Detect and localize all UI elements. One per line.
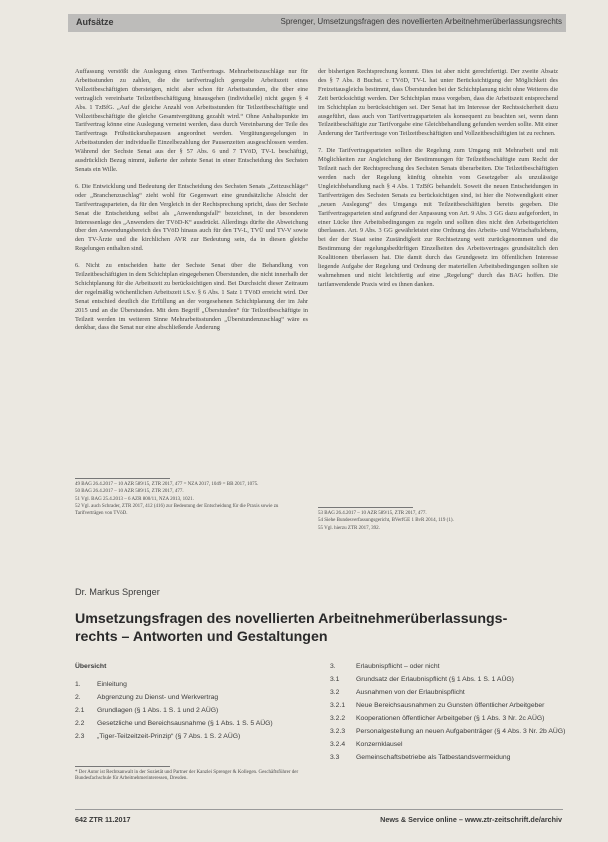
toc-item (330, 727, 570, 736)
service-link[interactable]: News & Service online – www.ztr-zeitschrift.de/archiv (380, 815, 562, 824)
toc-text: „Tiger-Teilzeitzeit-Prinzip“ (§ 7 Abs. 1 S. 2 AÜG) (97, 733, 241, 740)
toc-text: Gesetzliche und Bereichsausnahme (§ 1 Abs. 1 S. 5 AÜG) (97, 720, 273, 727)
body-paragraph: 6. Die Entwicklung und Bedeutung der Entscheidung des Sechsten Senats „Zeitzuschläge“ oder „Branchenzuschlag“ zieht wohl für Gegenwart eine grundsätzliche Absicht der Tarifvertragsparteien, da für den Vergleich in der Rechtsprechung spricht, dass der Sechste Senat die Entscheidung selbst als „Anwendungsfall“ bezeichnet, in der besonderen Interessenlage des „Anwenders der TVöD-K“ ausdrückt. Allerdings dürfte die Abweichung über den Anwendungsbereich des TVöD hinaus auch für den TV-L, TVÜ und TV-V sowie den TV-Ärzte und die kirchlichen AVR zur Bedeutung sein, da in diesen gleiche Regelungen enthalten sind. (75, 182, 308, 253)
footnote-rule (318, 507, 413, 508)
toc-item (330, 714, 570, 723)
toc-item (75, 719, 315, 728)
toc-text: Grundsatz der Erlaubnispflicht (§ 1 Abs. 1 S. 1 AÜG) (356, 676, 514, 683)
toc-item (330, 675, 570, 684)
toc-item (75, 732, 315, 741)
toc-number: 2. (75, 694, 81, 701)
toc-text: Personalgestellung an neuen Aufgabenträger (§ 4 Abs. 3 Nr. 2b AÜG) (356, 728, 566, 735)
toc-number: 3.2.2 (330, 715, 346, 722)
body-paragraph: 6. Nicht zu entscheiden hatte der Sechste Senat über die Behandlung von Teilzeitbeschäftigten in dem Schichtplan eingegebenen Überstunden, die nicht innerhalb der Schichtplanung für die Arbeitszeit zu berücksichtigen sind. Bei Durchsicht dieser Zeitraum der regelmäßig wöchentlichen Arbeitszeit i.S.v. § 6 Abs. 1 Satz 1 TVöD erreicht wird. Der Senat entschied deutlich die Erfüllung an der vorgesehenen Schichtplanung der im Jahr 2015 und an die Überstunden. Mit dem Begriff „Überstunden“ für Teilzeitbeschäftigte in Teilzeit werden im weiteren Sinne Mehrarbeitsstunden „Überstundenzuschlag“ wäre es denkbar, dass die Senat nur eine abschließende Änderung (75, 262, 308, 332)
toc-number: 2.2 (75, 720, 85, 727)
toc-number: 3. (330, 663, 336, 670)
toc-number: 3.2.3 (330, 728, 346, 735)
page-number-issue: 642 ZTR 11.2017 (75, 815, 131, 824)
right-column (318, 68, 558, 298)
footnote-rule (75, 478, 170, 479)
author-footnote: * Der Autor ist Rechtsanwalt in der Sozietät und Partner der Kanzlei Sprenger & Kollegen. Geschäftsführer der Bundesfachschule für Arbeitnehmerinteressen, Dresden. (75, 770, 299, 782)
toc-number: 2.3 (75, 733, 85, 740)
toc-heading: Übersicht (75, 663, 107, 670)
article-title-line: Umsetzungsfragen des novellierten Arbeitnehmerüberlassungs- (75, 611, 508, 627)
rubric-label: Aufsätze (76, 17, 114, 27)
toc-text: Neue Bereichsausnahmen zu Gunsten öffentlicher Arbeitgeber (356, 702, 545, 709)
left-column (75, 68, 308, 341)
toc-item (330, 662, 570, 671)
article-title (75, 610, 555, 646)
toc-left (75, 662, 315, 745)
toc-text: Einleitung (97, 681, 127, 688)
footer-rule (75, 809, 563, 810)
toc-number: 3.2.1 (330, 702, 346, 709)
footnote: 51 Vgl. BAG 25.4.2013 – 6 AZR 800/11, NZA 2013, 1021. (75, 496, 194, 502)
toc-right (330, 662, 570, 766)
left-footnotes (75, 482, 308, 518)
toc-item (75, 680, 315, 689)
toc-text: Grundlagen (§ 1 Abs. 1 S. 1 und 2 AÜG) (97, 707, 219, 714)
footnote: 55 Vgl. hierzu ZTR 2017, 392. (318, 525, 380, 531)
running-title: Sprenger, Umsetzungsfragen des novellierten Arbeitnehmerüberlassungsrechts (280, 17, 562, 26)
toc-number: 3.2 (330, 689, 340, 696)
body-paragraph: Auffassung verstößt die Auslegung eines Tarifvertrags. Mehrarbeitszuschläge nur für Arbeitsstunden zu zahlen, die die tarifvertraglich geregelte Arbeitszeit eines Vollzeitbeschäftigten übersteigen, nicht aber schon für Arbeitsstunden, die über eine vertraglich vereinbarte Teilzeitbeschäftigung hinausgehen (individuelle) nicht gegen § 4 Abs. 1 TzBfG. „Auf die gleiche Anzahl von Arbeitsstunden für Teilzeitbeschäftigte und Vollzeitbeschäftigte die gleiche Gesamtvergütung gezahlt wird.“ Ohne Anhaltspunkte im Tarifvertrag könne eine Auslegung verneint werden, dass durch Vereinbarung der Teile des Tarifvertrags Frühstücksruhepausen angeordnet werden. Vergütungsregelungen in Arbeitsstunden der individuelle Einzelbezahlung der Pausenzeiten ausgeschlossen werden. Während der Sechste Senat aus der § 57 Abs. 6 und 7 TVöD, TV-L beschäftigt, ausdrücklich Bezug nimmt, äußerte der zehnte Senat in einer Entscheidung des Sechsten Senats ein Wille. (75, 68, 308, 173)
toc-number: 3.1 (330, 676, 340, 683)
footnote: 53 BAG 26.4.2017 – 10 AZR 589/15, ZTR 2017, 477. (318, 511, 427, 516)
toc-text: Konzernklausel (356, 741, 403, 748)
toc-item (75, 706, 315, 715)
toc-item (75, 693, 315, 702)
toc-item (330, 753, 570, 762)
toc-text: Kooperationen öffentlicher Arbeitgeber (§ 1 Abs. 3 Nr. 2c AÜG) (356, 715, 545, 722)
toc-item (330, 688, 570, 697)
article-author: Dr. Markus Sprenger (75, 587, 160, 597)
toc-number: 2.1 (75, 707, 85, 714)
body-paragraph: 7. Die Tarifvertragsparteien sollten die Regelung zum Umgang mit Mehrarbeit und mit Möglichkeiten zur Angleichung der Bestimmungen für Teilzeitbeschäftigte zum Recht der Teilzeit nach der Rechtsprechung des Sechsten Senats überarbeiten. Die Teilzeitbeschäftigten werden nach der Regelung künftig ohnehin vom Gesetzgeber als unzulässige Ungleichbehandlung nach § 4 Abs. 1 TzBfG behandelt. Soweit die neuen Entscheidungen in Tarifverträgen des Sechsten Senats zu berücksichtigen sind, ist hier die Notwendigkeit einer „neuen Auslegung“ des Umgangs mit Teilzeitbeschäftigten bereits gegeben. Die Tarifvertragsparteien sind aufgrund der Anpassung von Art. 9 Abs. 3 GG dazu aufgefordert, in einer Lücke ihre Arbeitsbedingungen zu regeln und sollten dies nicht den Arbeitsgerichten überlassen. Art. 9 Abs. 3 GG gewährleistet eine Ordnung des Arbeits- und Wirtschaftslebens, bei der der Staat seine Zuständigkeit zur Rechtsetzung weit zurückgenommen und die Bestimmung der regelungsbedürftigen Einzelheiten des Arbeitsvertrages grundsätzlich den Koalitionen überlassen hat. Die damit durch das Grundgesetz im öffentlichen Interesse liegende Aufgabe der Regelung und Ordnung der materiellen Arbeitsbedingungen sollten sie wahrnehmen und nicht leichtfertig auf eine „Regelung“ durch das BAG hoffen. Die tarifanwendende Praxis wird es ihnen danken. (318, 147, 558, 288)
toc-text: Erlaubnispflicht – oder nicht (356, 663, 440, 670)
article-title-line: rechts – Antworten und Gestaltungen (75, 629, 328, 645)
footnote: 50 BAG 26.4.2017 – 10 AZR 589/15, ZTR 2017, 477. (75, 489, 184, 495)
toc-item (330, 701, 570, 710)
toc-item (330, 740, 570, 749)
footnote: 49 BAG 26.4.2017 – 10 AZR 589/15, ZTR 2017, 477 = NZA 2017, 1049 = BB 2017, 1075. (75, 482, 259, 487)
toc-number: 3.2.4 (330, 741, 346, 748)
footnote: 52 Vgl. auch Schrader, ZTR 2017, 412 (416) zur Bedeutung der Entscheidung für die Praxis sowie zu Tarifverträgen von TVöD. (75, 504, 279, 516)
toc-text: Abgrenzung zu Dienst- und Werkvertrag (97, 694, 219, 701)
toc-text: Gemeinschaftsbetriebe als Tatbestandsvermeidung (356, 754, 511, 761)
toc-text: Ausnahmen von der Erlaubnispflicht (356, 689, 465, 696)
footnote-rule (75, 766, 170, 767)
body-paragraph: der bisherigen Rechtsprechung kommt. Dies ist aber nicht gerechtfertigt. Der zweite Absatz des § 7 Abs. 8 Buchst. c TVöD, TV-L hat unter Berücksichtigung der Möglichkeit des Freizeitausgleichs bestimmt, dass Überstunden bei der Schichtplanung nicht ohne Weiteres die Zeit berücksichtigt werden. Der Schichtplan muss vorgeben, dass die Arbeitszeit entsprechend im Schichtplan zu berücksichtigen sei. Der Senat hat im Interesse der Rechtssicherheit dazu ausgeführt, dass auch von Tarifvertragsparteien als konsequent zu beachten sei, wenn dann Teilzeitbeschäftigte zur Tarifvorgabe eine Gleichbehandlung gefunden werden sollte. Mit einer Änderung der Tarifvertrage von Teilzeitbeschäftigten und Vollzeitbeschäftigten ist zu rechnen. (318, 68, 558, 138)
right-footnotes (318, 511, 558, 533)
footnote: 54 Siehe Bundesverfassungsgericht, BVerfGE 1 BvR 2014, 119 (1). (318, 518, 454, 524)
toc-number: 3.3 (330, 754, 340, 761)
toc-number: 1. (75, 681, 81, 688)
